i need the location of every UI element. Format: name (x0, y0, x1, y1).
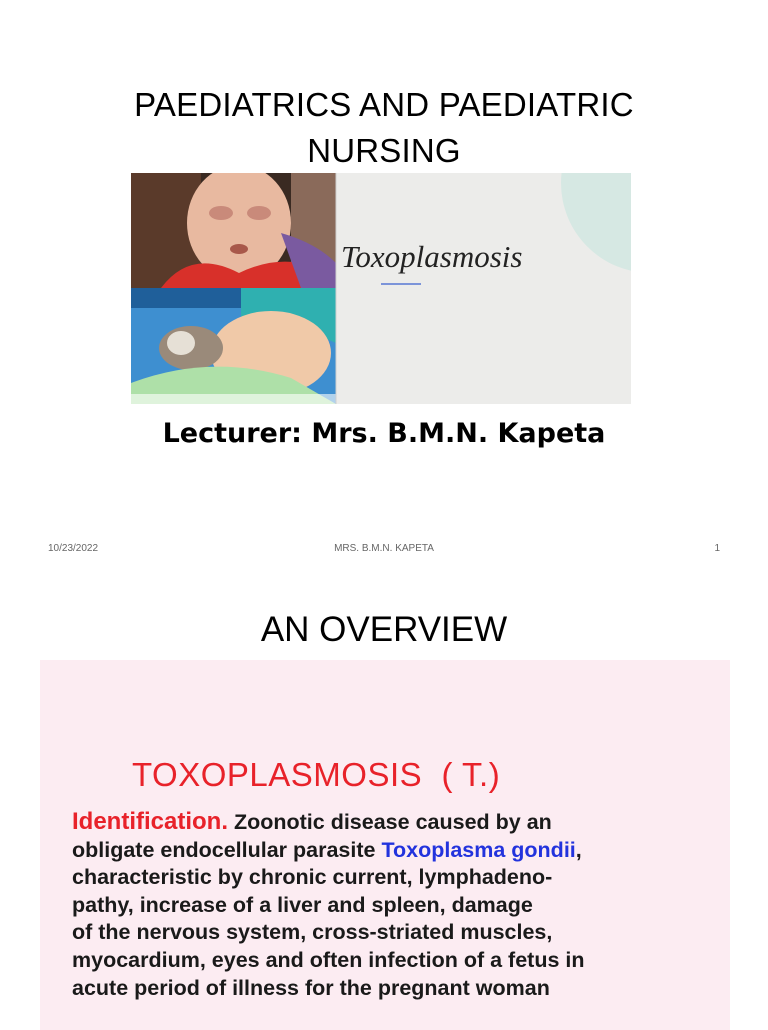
lecturer-name: Lecturer: Mrs. B.M.N. Kapeta (162, 418, 606, 449)
definition-line-7: acute period of illness for the pregnant woman (72, 975, 550, 1000)
card-title: TOXOPLASMOSIS ( T.) (132, 756, 501, 793)
definition-line-2-start: obligate endocellular parasite (72, 837, 382, 862)
definition-line-1-text: Zoonotic disease caused by an (228, 810, 552, 834)
organism-name: Toxoplasma gondii (381, 837, 576, 862)
definition-card (40, 660, 730, 1030)
definition-line-3: characteristic by chronic current, lymphadeno- (72, 865, 553, 890)
overview-slide (0, 578, 768, 1024)
footer-author: MRS. B.M.N. KAPETA (334, 543, 434, 554)
slide-title-line-2: NURSING (307, 132, 461, 169)
identification-label: Identification. (72, 808, 228, 835)
definition-line-2 (72, 837, 722, 865)
footer-page-number: 1 (714, 543, 720, 554)
definition-line-1 (72, 808, 722, 837)
pregnancy-cat-photo (131, 288, 336, 404)
definition-line-4: pathy, increase of a liver and spleen, damage (72, 892, 533, 917)
hero-caption: Toxoplasmosis (341, 239, 523, 274)
definition-line-2-end: , (575, 837, 582, 862)
definition-text (72, 808, 722, 1002)
slide-title (60, 82, 708, 174)
definition-line-5: of the nervous system, cross-striated muscles, (72, 920, 553, 945)
slide-title-line-1: PAEDIATRICS AND PAEDIATRIC (134, 86, 634, 123)
infant-photo (131, 173, 336, 288)
hero-image-collage (131, 173, 631, 404)
overview-heading: AN OVERVIEW (260, 610, 508, 649)
definition-line-6: myocardium, eyes and often infection of a fetus in (72, 947, 585, 972)
footer-date: 10/23/2022 (48, 543, 99, 554)
